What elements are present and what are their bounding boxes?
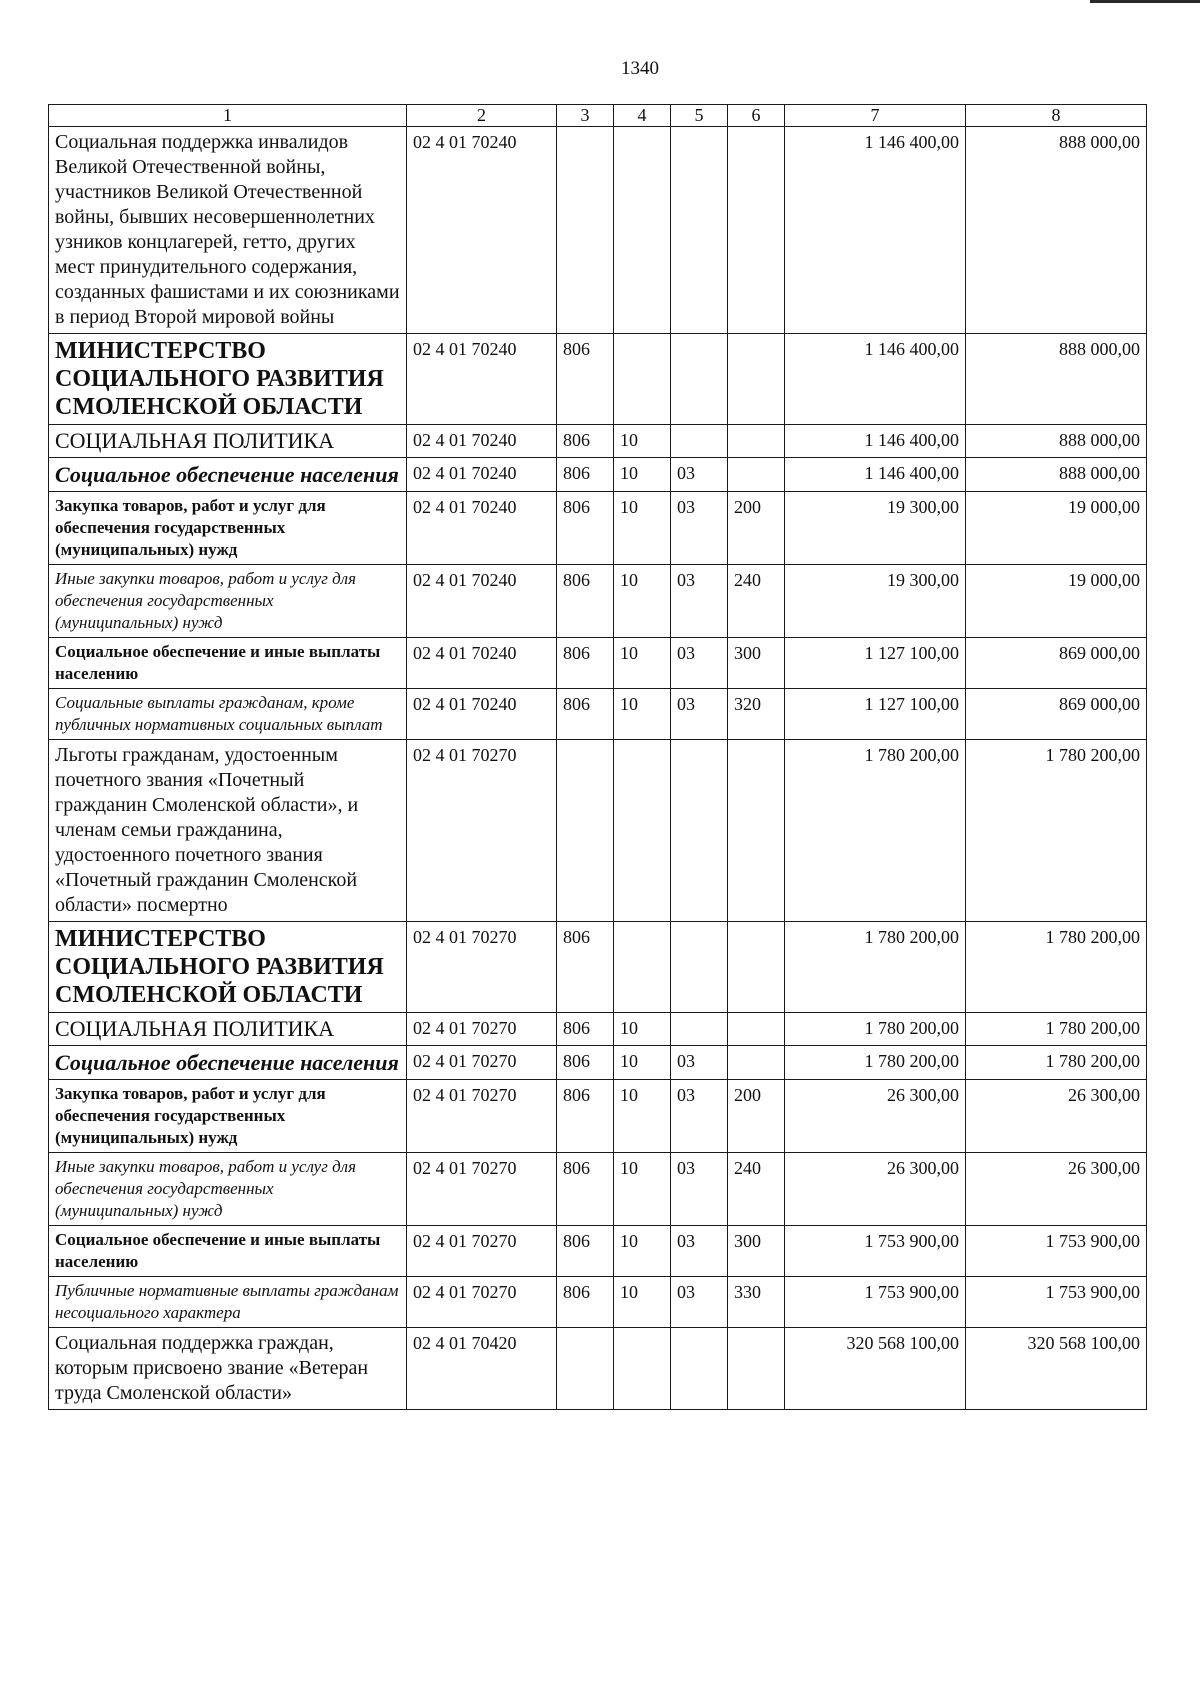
row-amount7-cell: 1 753 900,00 — [785, 1226, 966, 1277]
row-col5-cell: 03 — [671, 565, 728, 638]
table-row — [49, 492, 1147, 565]
row-col6-cell — [728, 458, 785, 492]
row-name-cell: Социальное обеспечение населения — [49, 1046, 407, 1080]
row-amount7-cell: 320 568 100,00 — [785, 1328, 966, 1410]
row-col6-cell — [728, 425, 785, 458]
row-code-cell: 02 4 01 70240 — [407, 689, 557, 740]
row-col6-cell: 240 — [728, 1153, 785, 1226]
row-amount7-cell: 1 780 200,00 — [785, 1046, 966, 1080]
column-header: 8 — [966, 105, 1147, 127]
row-col6-cell: 200 — [728, 492, 785, 565]
row-code-cell: 02 4 01 70270 — [407, 922, 557, 1013]
row-col3-cell: 806 — [557, 1046, 614, 1080]
row-col5-cell — [671, 740, 728, 922]
row-code-cell: 02 4 01 70420 — [407, 1328, 557, 1410]
column-header: 5 — [671, 105, 728, 127]
row-amount7-cell: 1 146 400,00 — [785, 334, 966, 425]
row-col5-cell: 03 — [671, 1226, 728, 1277]
table-row — [49, 1013, 1147, 1046]
table-row — [49, 689, 1147, 740]
row-amount8-cell: 19 000,00 — [966, 565, 1147, 638]
row-col6-cell: 200 — [728, 1080, 785, 1153]
table-body — [49, 127, 1147, 1410]
row-col5-cell — [671, 1328, 728, 1410]
row-col4-cell — [614, 922, 671, 1013]
row-col4-cell: 10 — [614, 1277, 671, 1328]
row-col5-cell: 03 — [671, 1046, 728, 1080]
row-col4-cell: 10 — [614, 1046, 671, 1080]
table-row — [49, 1046, 1147, 1080]
budget-table — [48, 104, 1147, 1410]
row-code-cell: 02 4 01 70240 — [407, 638, 557, 689]
row-amount8-cell: 1 780 200,00 — [966, 1046, 1147, 1080]
row-col4-cell: 10 — [614, 1013, 671, 1046]
row-code-cell: 02 4 01 70270 — [407, 1046, 557, 1080]
table-row — [49, 922, 1147, 1013]
row-col3-cell — [557, 740, 614, 922]
table-row — [49, 425, 1147, 458]
row-amount8-cell: 869 000,00 — [966, 638, 1147, 689]
row-col4-cell — [614, 740, 671, 922]
row-name-cell: Иные закупки товаров, работ и услуг для обеспечения государственных (муниципальных) нужд — [49, 565, 407, 638]
row-col3-cell — [557, 127, 614, 334]
row-col3-cell: 806 — [557, 458, 614, 492]
row-amount7-cell: 1 146 400,00 — [785, 458, 966, 492]
row-amount8-cell: 26 300,00 — [966, 1153, 1147, 1226]
row-col5-cell: 03 — [671, 1153, 728, 1226]
row-col3-cell: 806 — [557, 1013, 614, 1046]
row-code-cell: 02 4 01 70240 — [407, 127, 557, 334]
scan-edge-mark — [1090, 0, 1200, 3]
column-header: 1 — [49, 105, 407, 127]
row-col3-cell: 806 — [557, 1277, 614, 1328]
row-col4-cell: 10 — [614, 492, 671, 565]
row-col5-cell — [671, 127, 728, 334]
column-number-row — [49, 105, 1147, 127]
row-amount8-cell: 888 000,00 — [966, 127, 1147, 334]
table-row — [49, 740, 1147, 922]
row-name-cell: Льготы гражданам, удостоенным почетного звания «Почетный гражданин Смоленской области», и членам семьи гражданина, удостоенного почетного звания «Почетный гражданин Смоленской области» посмертно — [49, 740, 407, 922]
column-header: 2 — [407, 105, 557, 127]
row-amount8-cell: 888 000,00 — [966, 458, 1147, 492]
row-code-cell: 02 4 01 70270 — [407, 1153, 557, 1226]
row-col6-cell: 320 — [728, 689, 785, 740]
row-name-cell: Социальные выплаты гражданам, кроме публичных нормативных социальных выплат — [49, 689, 407, 740]
row-amount7-cell: 1 127 100,00 — [785, 689, 966, 740]
row-col5-cell: 03 — [671, 458, 728, 492]
row-code-cell: 02 4 01 70240 — [407, 425, 557, 458]
row-col3-cell: 806 — [557, 922, 614, 1013]
row-name-cell: Социальное обеспечение населения — [49, 458, 407, 492]
row-code-cell: 02 4 01 70270 — [407, 1226, 557, 1277]
row-code-cell: 02 4 01 70240 — [407, 334, 557, 425]
row-name-cell: Социальная поддержка инвалидов Великой Отечественной войны, участников Великой Отечественной войны, бывших несовершеннолетних узников концлагерей, гетто, других мест принудительного содержания, созданных фашистами и их союзниками в период Второй мировой войны — [49, 127, 407, 334]
table-row — [49, 127, 1147, 334]
row-col4-cell: 10 — [614, 1153, 671, 1226]
table-row — [49, 334, 1147, 425]
row-col3-cell: 806 — [557, 1080, 614, 1153]
row-col3-cell: 806 — [557, 565, 614, 638]
row-col6-cell — [728, 1013, 785, 1046]
table-row — [49, 1328, 1147, 1410]
row-name-cell: Закупка товаров, работ и услуг для обеспечения государственных (муниципальных) нужд — [49, 492, 407, 565]
row-col6-cell — [728, 1046, 785, 1080]
row-col5-cell — [671, 922, 728, 1013]
row-name-cell: Публичные нормативные выплаты гражданам несоциального характера — [49, 1277, 407, 1328]
row-code-cell: 02 4 01 70270 — [407, 740, 557, 922]
row-col6-cell: 240 — [728, 565, 785, 638]
row-col6-cell: 300 — [728, 638, 785, 689]
row-amount7-cell: 26 300,00 — [785, 1080, 966, 1153]
row-amount8-cell: 19 000,00 — [966, 492, 1147, 565]
row-name-cell: Закупка товаров, работ и услуг для обеспечения государственных (муниципальных) нужд — [49, 1080, 407, 1153]
row-amount7-cell: 1 780 200,00 — [785, 922, 966, 1013]
table-row — [49, 638, 1147, 689]
row-col4-cell — [614, 1328, 671, 1410]
row-col5-cell — [671, 334, 728, 425]
row-col5-cell — [671, 425, 728, 458]
column-header: 7 — [785, 105, 966, 127]
table-row — [49, 1277, 1147, 1328]
row-code-cell: 02 4 01 70270 — [407, 1080, 557, 1153]
row-col4-cell: 10 — [614, 1226, 671, 1277]
row-amount8-cell: 1 753 900,00 — [966, 1277, 1147, 1328]
row-amount8-cell: 1 780 200,00 — [966, 740, 1147, 922]
row-code-cell: 02 4 01 70240 — [407, 565, 557, 638]
row-col5-cell: 03 — [671, 689, 728, 740]
row-col3-cell — [557, 1328, 614, 1410]
row-col6-cell — [728, 127, 785, 334]
row-col4-cell: 10 — [614, 425, 671, 458]
row-code-cell: 02 4 01 70270 — [407, 1277, 557, 1328]
row-col4-cell: 10 — [614, 565, 671, 638]
table-row — [49, 458, 1147, 492]
row-col3-cell: 806 — [557, 689, 614, 740]
row-col4-cell — [614, 334, 671, 425]
row-col3-cell: 806 — [557, 492, 614, 565]
table-row — [49, 1080, 1147, 1153]
row-col3-cell: 806 — [557, 334, 614, 425]
page-number: 1340 — [621, 58, 659, 79]
row-amount8-cell: 1 753 900,00 — [966, 1226, 1147, 1277]
row-code-cell: 02 4 01 70240 — [407, 492, 557, 565]
row-name-cell: СОЦИАЛЬНАЯ ПОЛИТИКА — [49, 425, 407, 458]
table-row — [49, 565, 1147, 638]
row-name-cell: СОЦИАЛЬНАЯ ПОЛИТИКА — [49, 1013, 407, 1046]
row-col3-cell: 806 — [557, 425, 614, 458]
row-col5-cell: 03 — [671, 1080, 728, 1153]
row-name-cell: Социальная поддержка граждан, которым присвоено звание «Ветеран труда Смоленской области» — [49, 1328, 407, 1410]
row-amount7-cell: 26 300,00 — [785, 1153, 966, 1226]
column-header: 6 — [728, 105, 785, 127]
row-code-cell: 02 4 01 70240 — [407, 458, 557, 492]
row-col6-cell — [728, 922, 785, 1013]
row-col5-cell: 03 — [671, 1277, 728, 1328]
row-amount7-cell: 1 127 100,00 — [785, 638, 966, 689]
row-code-cell: 02 4 01 70270 — [407, 1013, 557, 1046]
row-col6-cell — [728, 740, 785, 922]
row-col4-cell — [614, 127, 671, 334]
row-col6-cell: 330 — [728, 1277, 785, 1328]
row-col3-cell: 806 — [557, 638, 614, 689]
row-amount8-cell: 1 780 200,00 — [966, 1013, 1147, 1046]
row-name-cell: Иные закупки товаров, работ и услуг для обеспечения государственных (муниципальных) нужд — [49, 1153, 407, 1226]
row-col5-cell: 03 — [671, 492, 728, 565]
row-col3-cell: 806 — [557, 1226, 614, 1277]
row-col5-cell — [671, 1013, 728, 1046]
row-amount8-cell: 888 000,00 — [966, 425, 1147, 458]
row-amount7-cell: 1 753 900,00 — [785, 1277, 966, 1328]
row-col4-cell: 10 — [614, 638, 671, 689]
row-col3-cell: 806 — [557, 1153, 614, 1226]
column-header: 3 — [557, 105, 614, 127]
row-name-cell: Социальное обеспечение и иные выплаты населению — [49, 1226, 407, 1277]
row-col4-cell: 10 — [614, 458, 671, 492]
row-col6-cell — [728, 334, 785, 425]
row-amount7-cell: 1 780 200,00 — [785, 1013, 966, 1046]
row-col5-cell: 03 — [671, 638, 728, 689]
row-amount8-cell: 869 000,00 — [966, 689, 1147, 740]
table-row — [49, 1153, 1147, 1226]
row-col6-cell — [728, 1328, 785, 1410]
row-name-cell: МИНИСТЕРСТВО СОЦИАЛЬНОГО РАЗВИТИЯ СМОЛЕНСКОЙ ОБЛАСТИ — [49, 334, 407, 425]
row-amount7-cell: 19 300,00 — [785, 565, 966, 638]
column-header: 4 — [614, 105, 671, 127]
row-amount7-cell: 1 146 400,00 — [785, 127, 966, 334]
row-amount8-cell: 320 568 100,00 — [966, 1328, 1147, 1410]
row-amount7-cell: 1 146 400,00 — [785, 425, 966, 458]
row-col4-cell: 10 — [614, 689, 671, 740]
row-amount8-cell: 26 300,00 — [966, 1080, 1147, 1153]
row-amount7-cell: 19 300,00 — [785, 492, 966, 565]
row-col4-cell: 10 — [614, 1080, 671, 1153]
row-amount8-cell: 1 780 200,00 — [966, 922, 1147, 1013]
row-amount7-cell: 1 780 200,00 — [785, 740, 966, 922]
row-col6-cell: 300 — [728, 1226, 785, 1277]
row-name-cell: Социальное обеспечение и иные выплаты населению — [49, 638, 407, 689]
row-name-cell: МИНИСТЕРСТВО СОЦИАЛЬНОГО РАЗВИТИЯ СМОЛЕНСКОЙ ОБЛАСТИ — [49, 922, 407, 1013]
row-amount8-cell: 888 000,00 — [966, 334, 1147, 425]
table-row — [49, 1226, 1147, 1277]
